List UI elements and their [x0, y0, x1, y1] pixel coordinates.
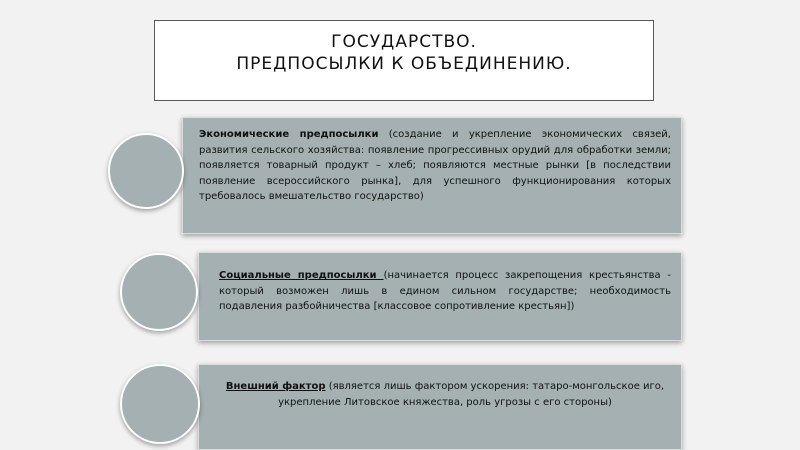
circle-external: [120, 364, 200, 444]
title-line-2: ПРЕДПОСЫЛКИ К ОБЪЕДИНЕНИЮ.: [236, 54, 572, 74]
panel-economic: [182, 117, 682, 234]
external-body: (является лишь фактором ускорения: татаро-монгольское иго, укрепление Литовское княжества, роль угрозы с его стороны): [278, 381, 665, 408]
panel-external: [198, 364, 682, 450]
circle-economic: [108, 133, 184, 209]
economic-body: (создание и укрепление экономических связей, развития сельского хозяйства: появление прогрессивных орудий для обработки земли; появляется товарный продукт – хлеб; появляются местные рынки [в последствии появление всероссийского рынка], для успешного функционирования которых требовалось вмешательство государство): [199, 129, 671, 202]
external-heading: Внешний фактор: [225, 381, 326, 392]
panel-social-text: [219, 268, 671, 315]
panel-external-text: [219, 379, 671, 410]
social-body: (начинается процесс закрепощения крестьянства - который возможен лишь в едином сильном государстве; необходимость подавления разбойничества [классовое сопротивление крестьян]): [219, 270, 671, 312]
title-box: [154, 20, 654, 101]
social-heading: Социальные предпосылки: [219, 270, 384, 281]
title-line-1: ГОСУДАРСТВО.: [331, 32, 477, 52]
circle-social: [120, 253, 198, 331]
economic-heading: Экономические предпосылки: [199, 129, 379, 140]
panel-social: [198, 252, 682, 341]
panel-economic-text: [199, 127, 671, 205]
